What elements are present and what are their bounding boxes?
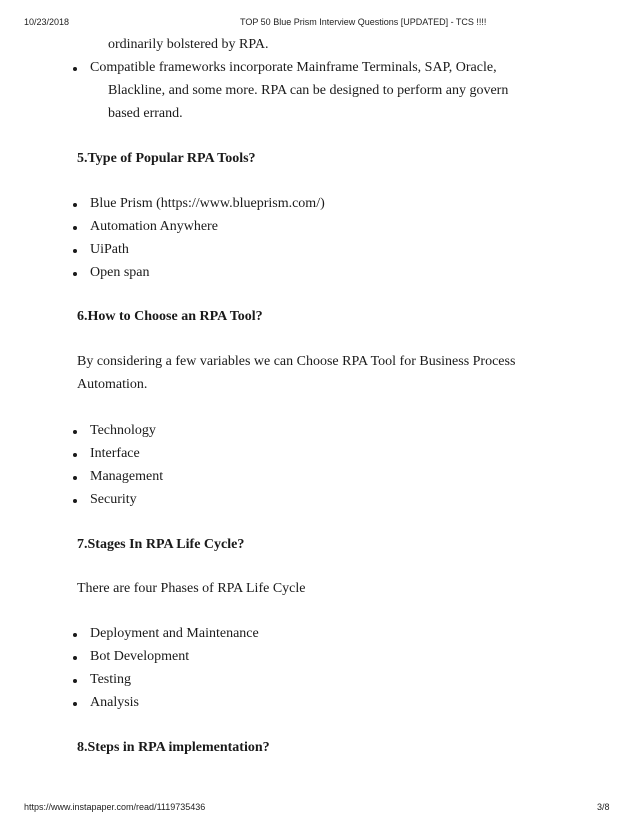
list-item: Management [90,469,164,484]
paragraph-line: Automation. [77,377,148,392]
list-item: Open span [90,265,150,280]
list-item: Deployment and Maintenance [90,626,259,641]
continued-text: ordinarily bolstered by RPA. [108,37,269,52]
list-item: Automation Anywhere [90,219,218,234]
list-item: UiPath [90,242,129,257]
section-heading-5: 5.Type of Popular RPA Tools? [77,151,256,166]
section-heading-6: 6.How to Choose an RPA Tool? [77,309,263,324]
list-item: Interface [90,446,140,461]
header-date: 10/23/2018 [24,17,70,27]
footer-page-number: 3/8 [597,802,610,812]
paragraph-line: By considering a few variables we can Choose RPA Tool for Business Process [77,354,516,369]
paragraph-line: There are four Phases of RPA Life Cycle [77,581,306,596]
list-item: Testing [90,672,132,687]
section-heading-7: 7.Stages In RPA Life Cycle? [77,537,245,552]
section-heading-8: 8.Steps in RPA implementation? [77,740,270,755]
list-item: Bot Development [90,649,190,664]
list-item: Analysis [90,695,139,710]
list-item: Security [90,492,137,507]
list-item-continued: based errand. [108,106,183,121]
list-item: Blue Prism (https://www.blueprism.com/) [90,196,325,211]
list-item-continued: Blackline, and some more. RPA can be designed to perform any govern [108,83,509,98]
list-item: Compatible frameworks incorporate Mainframe Terminals, SAP, Oracle, [90,60,497,75]
footer-url[interactable]: https://www.instapaper.com/read/1119735436 [24,802,206,812]
list-item: Technology [90,423,156,438]
header-title: TOP 50 Blue Prism Interview Questions [UPDATED] - TCS !!!! [240,17,487,27]
